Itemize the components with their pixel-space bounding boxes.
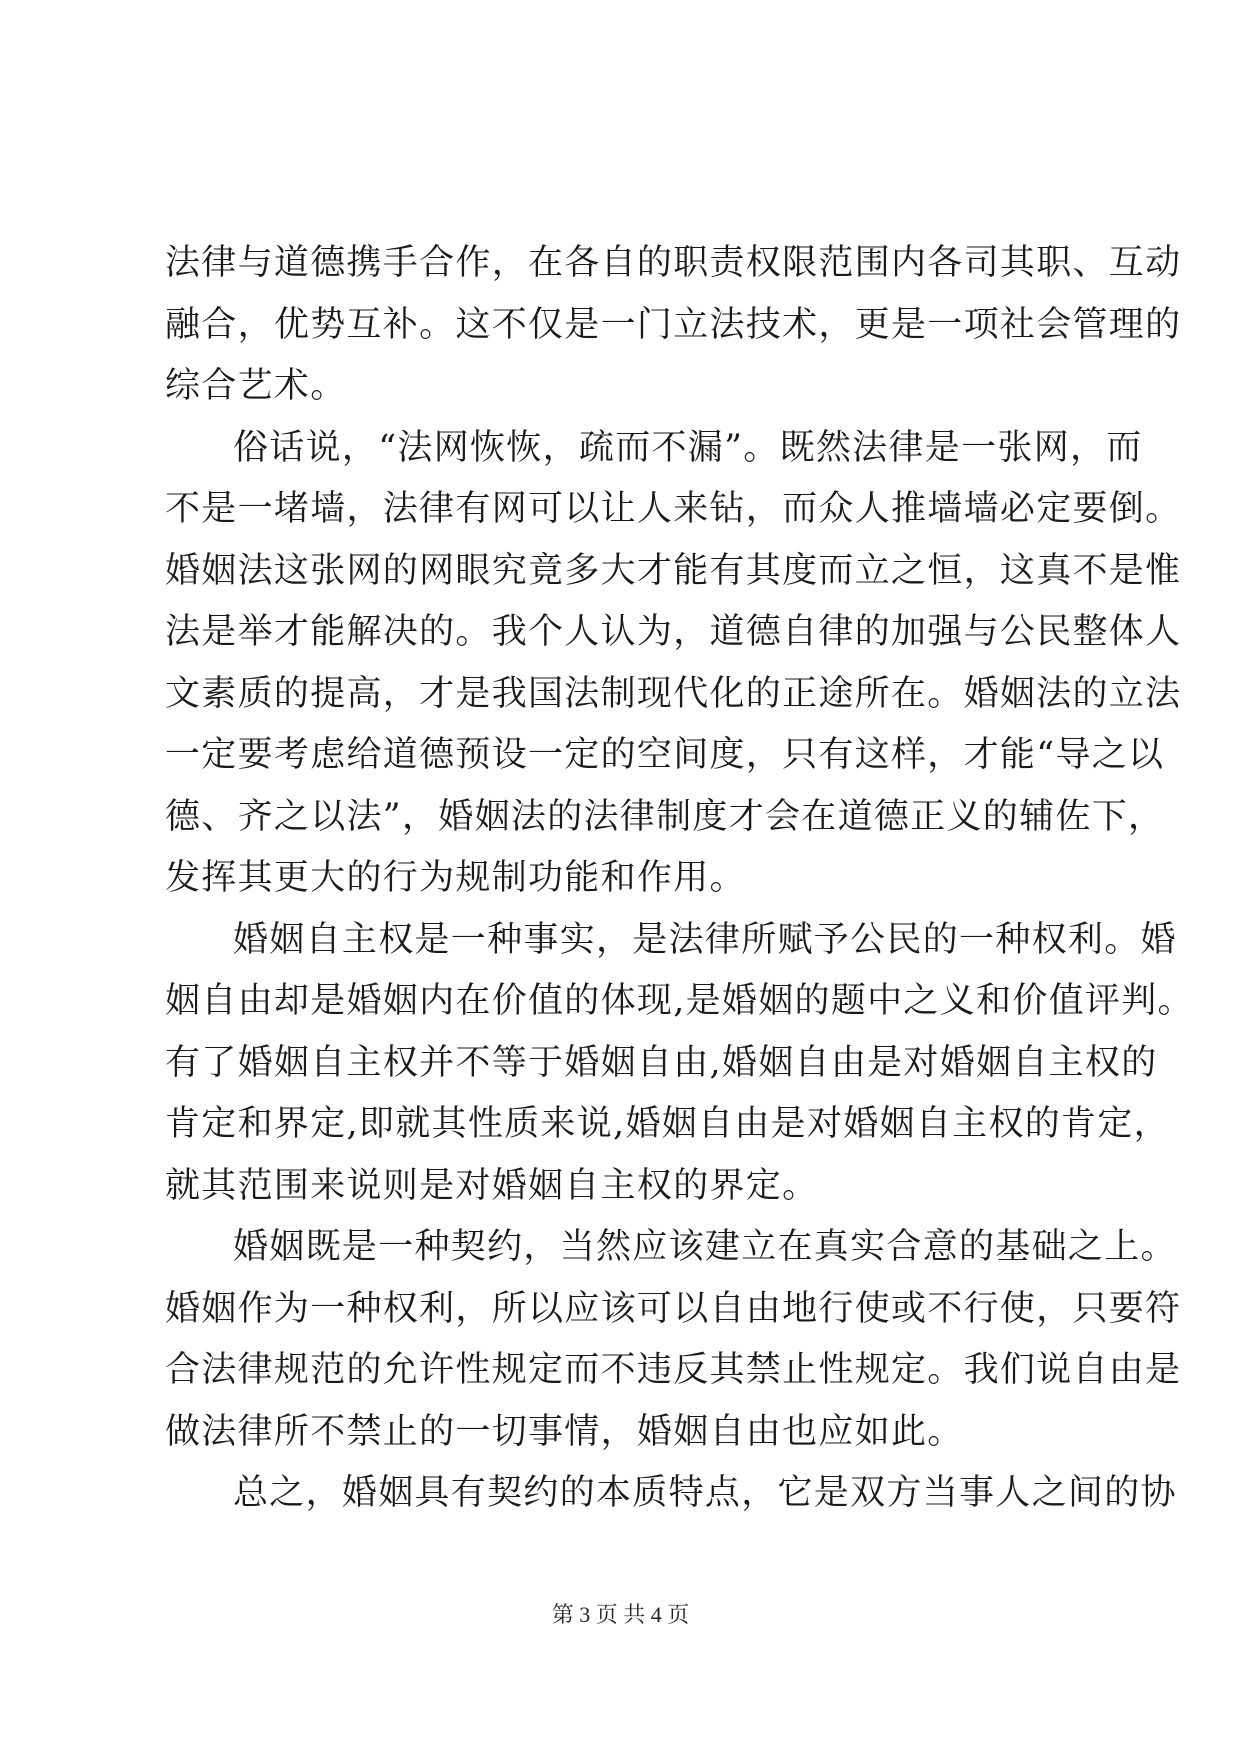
paragraph-line: 姻自由却是婚姻内在价值的体现,是婚姻的题中之义和价值评判。 [165,981,1194,1021]
paragraph-line: 一定要考虑给道德预设一定的空间度，只有这样，才能“导之以 [165,735,1165,775]
paragraph-line: 合法律规范的允许性规定而不违反其禁止性规定。我们说自由是 [165,1350,1182,1390]
paragraph-line: 德、齐之以法”，婚姻法的法律制度才会在道德正义的辅佐下， [165,796,1165,837]
paragraph-line: 不是一堵墙，法律有网可以让人来钻，而众人推墙墙必定要倒。 [165,489,1182,529]
paragraph-first-line: 婚姻自主权是一种事实，是法律所赋予公民的一种权利。婚 [233,919,1177,960]
paragraph-line: 做法律所不禁止的一切事情，婚姻自由也应如此。 [165,1411,964,1452]
paragraph-line: 融合，优势互补。这不仅是一门立法技术，更是一项社会管理的 [165,304,1182,345]
paragraph-line: 法律与道德携手合作，在各自的职责权限范围内各司其职、互动 [165,243,1182,283]
page-number-footer: 第 3 页 共 4 页 [551,1602,690,1627]
paragraph-line: 就其范围来说则是对婚姻自主权的界定。 [165,1165,819,1206]
paragraph-first-line: 婚姻既是一种契约，当然应该建立在真实合意的基础之上。 [233,1227,1177,1267]
paragraph-line: 法是举才能解决的。我个人认为，道德自律的加强与公民整体人 [165,612,1182,652]
paragraph-line: 综合艺术。 [165,366,347,406]
paragraph-line: 婚姻法这张网的网眼究竟多大才能有其度而立之恒，这真不是惟 [165,550,1182,591]
paragraph-first-line: 总之，婚姻具有契约的本质特点，它是双方当事人之间的协 [233,1473,1177,1513]
paragraph-line: 文素质的提高，才是我国法制现代化的正途所在。婚姻法的立法 [165,673,1182,714]
paragraph-first-line: 俗话说，“法网恢恢，疏而不漏”。既然法律是一张网，而 [233,427,1143,468]
paragraph-line: 发挥其更大的行为规制功能和作用。 [165,858,746,898]
paragraph-line: 有了婚姻自主权并不等于婚姻自由,婚姻自由是对婚姻自主权的 [165,1042,1158,1083]
document-body [165,233,1194,1525]
paragraph-line: 肯定和界定,即就其性质来说,婚姻自由是对婚姻自主权的肯定， [165,1104,1170,1144]
paragraph-line: 婚姻作为一种权利，所以应该可以自由地行使或不行使，只要符 [165,1288,1182,1329]
